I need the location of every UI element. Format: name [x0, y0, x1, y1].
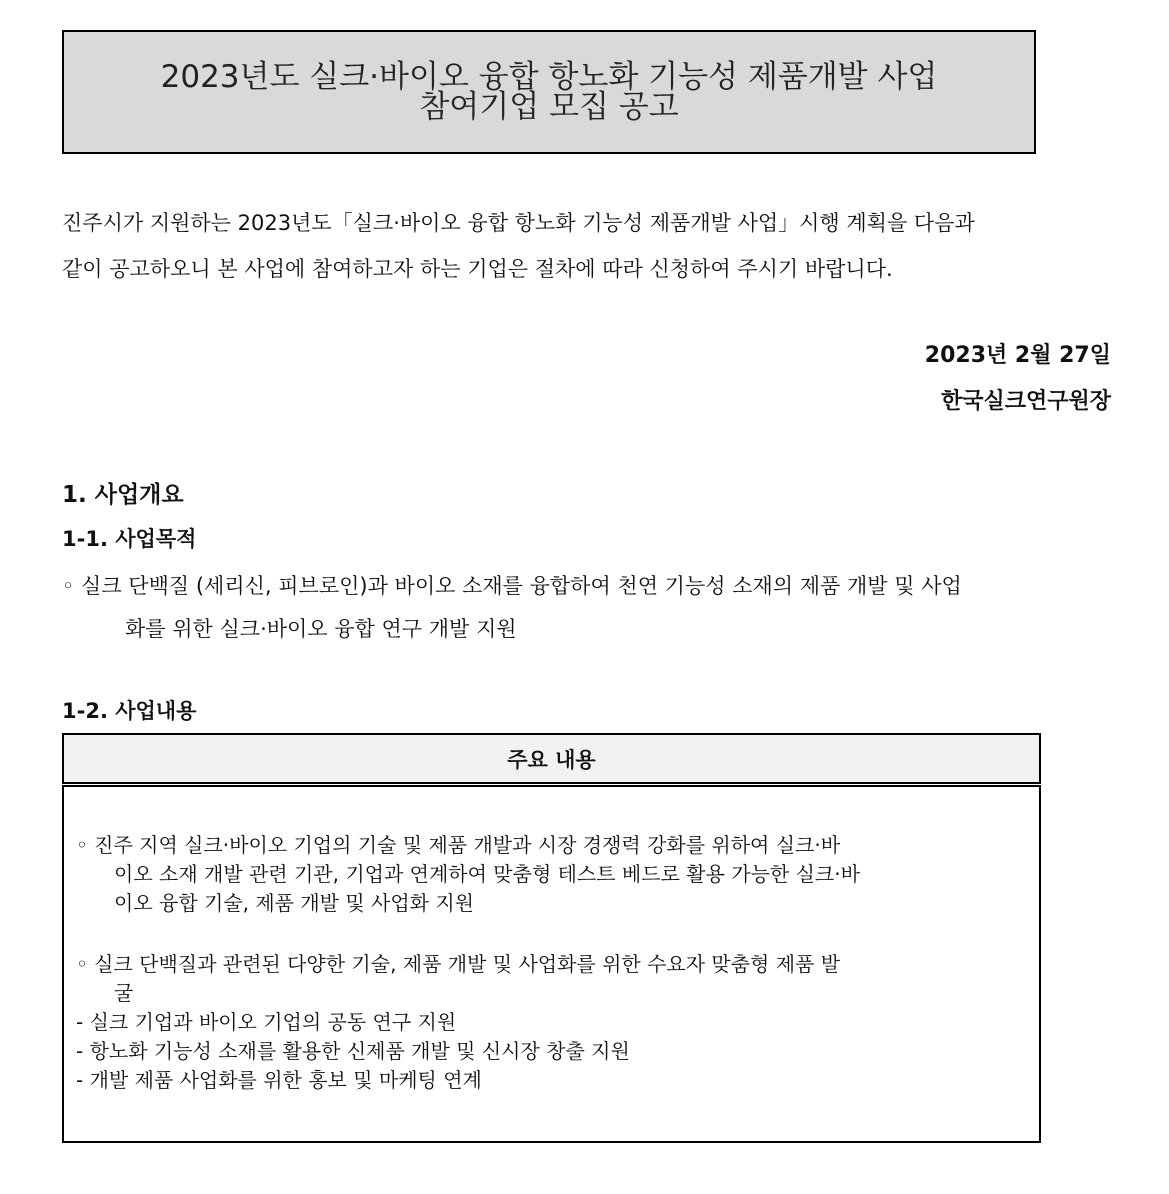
title-line-1: 2023년도 실크·바이오 융합 항노화 기능성 제품개발 사업	[160, 59, 938, 95]
item-2-line-1: ◦ 실크 단백질과 관련된 다양한 기술, 제품 개발 및 사업화를 위한 수요자 맞춤형 제품 발	[76, 952, 841, 976]
intro-line-1: 진주시가 지원하는 2023년도「실크·바이오 융합 항노화 기능성 제품개발 사업」시행 계획을 다음과	[62, 211, 975, 235]
title-box	[62, 30, 1036, 154]
table-body	[62, 785, 1041, 1143]
purpose-text	[62, 565, 1112, 651]
table-body-text	[76, 831, 1028, 1095]
organization-name: 한국실크연구원장	[940, 389, 1111, 414]
sub-item: - 항노화 기능성 소재를 활용한 신제품 개발 및 신시장 창출 지원	[76, 1039, 630, 1063]
title-line-2: 참여기업 모집 공고	[419, 89, 679, 125]
section-1-2-heading: 1-2. 사업내용	[62, 699, 197, 723]
item-2-line-2: 굴	[114, 981, 134, 1005]
item-1-line-1: ◦ 진주 지역 실크·바이오 기업의 기술 및 제품 개발과 시장 경쟁력 강화를 위하여 실크·바	[76, 833, 841, 857]
table-header: 주요 내용	[62, 733, 1041, 784]
spacer	[76, 918, 1028, 950]
intro-paragraph	[62, 200, 1112, 292]
section-1-heading: 1. 사업개요	[62, 482, 184, 508]
sub-item: - 개발 제품 사업화를 위한 홍보 및 마케팅 연계	[76, 1068, 482, 1092]
item-1-line-3: 이오 융합 기술, 제품 개발 및 사업화 지원	[114, 891, 474, 915]
announcement-date: 2023년 2월 27일	[924, 343, 1111, 368]
purpose-line-1: ◦ 실크 단백질 (세리신, 피브로인)과 바이오 소재를 융합하여 천연 기능성 소재의 제품 개발 및 사업	[62, 574, 962, 598]
item-1-line-2: 이오 소재 개발 관련 기관, 기업과 연계하여 맞춤형 테스트 베드로 활용 가능한 실크·바	[114, 862, 860, 886]
intro-line-2: 같이 공고하오니 본 사업에 참여하고자 하는 기업은 절차에 따라 신청하여 주시기 바랍니다.	[62, 257, 893, 281]
section-1-1-heading: 1-1. 사업목적	[62, 527, 197, 551]
sub-item: - 실크 기업과 바이오 기업의 공동 연구 지원	[76, 1010, 457, 1034]
purpose-line-2: 화를 위한 실크·바이오 융합 연구 개발 지원	[125, 617, 517, 641]
